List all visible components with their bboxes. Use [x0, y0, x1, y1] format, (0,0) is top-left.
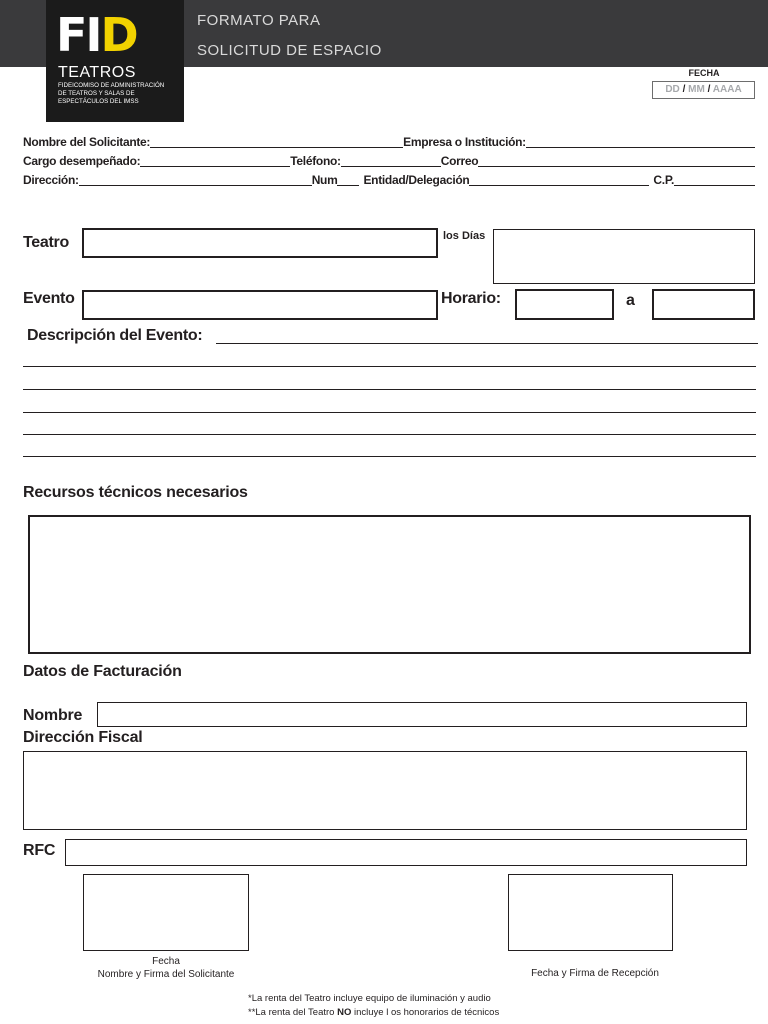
num-field[interactable] — [337, 173, 359, 186]
empresa-label: Empresa o Institución: — [403, 135, 526, 149]
solicitante-fecha-caption: Fecha — [152, 956, 180, 967]
descripcion-label: Descripción del Evento: — [27, 327, 203, 344]
horario-a-label: a — [626, 292, 635, 309]
fecha-label: FECHA — [688, 68, 720, 78]
cp-field[interactable] — [674, 173, 755, 186]
direccion-field[interactable] — [79, 173, 312, 186]
cp-label: C.P. — [653, 173, 675, 187]
teatro-input[interactable] — [82, 228, 438, 258]
note-honorarios: **La renta del Teatro NO incluye l os honorarios de técnicos — [248, 1007, 500, 1018]
solicitante-signature-caption: Nombre y Firma del Solicitante — [97, 969, 235, 980]
logo-teatros-text: TEATROS — [58, 64, 136, 81]
entidad-field[interactable] — [469, 173, 649, 186]
logo-wordmark: FID — [56, 8, 137, 62]
empresa-field[interactable] — [526, 135, 755, 148]
direccion-fiscal-label: Dirección Fiscal — [23, 729, 143, 746]
rfc-label: RFC — [23, 842, 56, 859]
horario-label: Horario: — [441, 290, 501, 307]
descripcion-line[interactable] — [23, 434, 756, 435]
fid-logo — [46, 0, 184, 122]
cargo-label: Cargo desempeñado: — [23, 154, 141, 168]
solicitante-signature-box[interactable] — [83, 874, 249, 951]
note-iluminacion: *La renta del Teatro incluye equipo de iluminación y audio — [248, 993, 491, 1004]
num-label: Num — [311, 173, 338, 187]
telefono-label: Teléfono: — [290, 154, 341, 168]
factura-nombre-label: Nombre — [23, 707, 83, 724]
nombre-solicitante-label: Nombre del Solicitante: — [23, 135, 151, 149]
fecha-input[interactable]: DD / MM / AAAA — [652, 81, 755, 99]
correo-label: Correo — [440, 154, 479, 168]
facturacion-title: Datos de Facturación — [23, 663, 182, 680]
evento-label: Evento — [23, 290, 75, 307]
applicant-row-1 — [23, 134, 755, 150]
cargo-field[interactable] — [140, 154, 290, 167]
telefono-field[interactable] — [341, 154, 441, 167]
descripcion-line[interactable] — [23, 366, 756, 367]
direccion-label: Dirección: — [23, 173, 79, 187]
entidad-label: Entidad/Delegación — [363, 173, 470, 187]
factura-nombre-input[interactable] — [97, 702, 747, 727]
horario-start-input[interactable] — [515, 289, 614, 320]
los-dias-label: los Días — [443, 230, 486, 242]
direccion-fiscal-input[interactable] — [23, 751, 747, 830]
applicant-row-3 — [23, 172, 755, 188]
evento-input[interactable] — [82, 290, 438, 320]
recursos-input[interactable] — [28, 515, 751, 654]
correo-field[interactable] — [478, 154, 755, 167]
recursos-title: Recursos técnicos necesarios — [23, 484, 248, 501]
rfc-input[interactable] — [65, 839, 747, 866]
descripcion-line[interactable] — [216, 343, 758, 344]
descripcion-line[interactable] — [23, 389, 756, 390]
logo-subtitle: FIDEICOMISO DE ADMINISTRACIÓN DE TEATROS Y SALAS DE ESPECTÁCULOS DEL IMSS — [58, 82, 165, 105]
descripcion-line[interactable] — [23, 412, 756, 413]
teatro-label: Teatro — [23, 234, 69, 251]
los-dias-input[interactable] — [493, 229, 755, 284]
descripcion-line[interactable] — [23, 456, 756, 457]
recepcion-signature-caption: Fecha y Firma de Recepción — [531, 968, 659, 979]
recepcion-signature-box[interactable] — [508, 874, 673, 951]
form-title: FORMATO PARA SOLICITUD DE ESPACIO — [197, 12, 382, 59]
applicant-row-2 — [23, 153, 755, 169]
nombre-solicitante-field[interactable] — [150, 135, 403, 148]
horario-end-input[interactable] — [652, 289, 755, 320]
